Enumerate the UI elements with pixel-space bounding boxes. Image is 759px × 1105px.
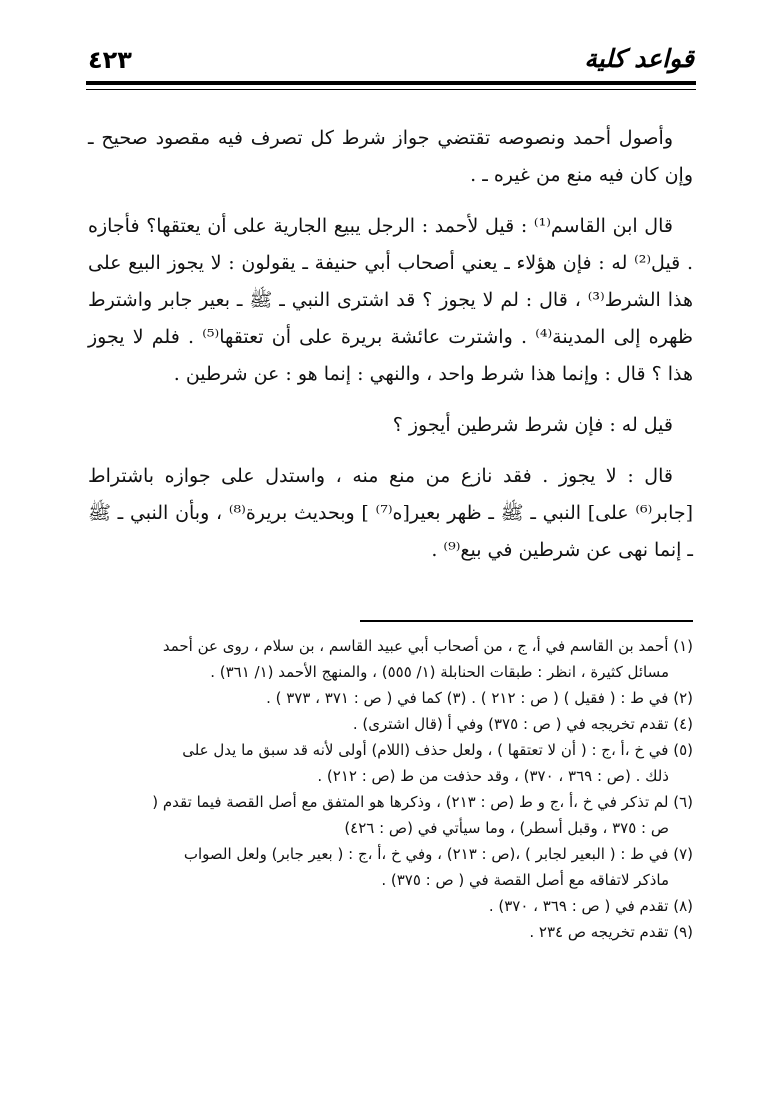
footnote-1-line-1: (١) أحمد بن القاسم في أ، ج ، من أصحاب أبي عبيد القاسم ، بن سلام ، روى عن أحمد [162,637,693,655]
footnotes [88,633,693,945]
footnote-separator [360,620,693,622]
footnote-1-line-2: مسائل كثيرة ، انظر : طبقات الحنابلة (١/ ٥٥٥) ، والمنهج الأحمد (١/ ٣٦١) . [210,663,669,681]
footnote-6-line-1: (٦) لم تذكر في خ ،أ ،ج و ط (ص : ٢١٣) ، وذكرها هو المتفق مع أصل القصة فيما تقدم ( [152,793,693,811]
footnote-2-3: (٢) في ط : ( فقيل ) ( ص : ٢١٢ ) . (٣) كما في ( ص : ٣٧١ ، ٣٧٣ ) . [266,689,693,707]
header-rule-thick [86,81,696,85]
main-text [88,120,693,569]
footnote-8: (٨) تقدم في ( ص : ٣٦٩ ، ٣٧٠) . [488,897,693,915]
footnote-4: (٤) تقدم تخريجه في ( ص : ٣٧٥) وفي أ (قال اشترى) . [352,715,693,733]
paragraph-2: قال ابن القاسم⁽¹⁾ : قيل لأحمد : الرجل يبيع الجارية على أن يعتقها؟ فأجازه . قيل⁽²⁾ له : فإن هؤلاء ـ يعني أصحاب أبي حنيفة ـ يقولون : لا يجوز البيع على هذا الشرط⁽³⁾ ، قال : لم لا يجوز ؟ قد اشترى النبي ـ ﷺ ـ بعير جابر واشترط ظهره إلى المدينة⁽⁴⁾ . واشترت عائشة بريرة على أن تعتقها⁽⁵⁾ . فلم لا يجوز هذا ؟ قال : وإنما هذا شرط واحد ، والنهي : إنما هو : عن شرطين . [88,215,694,385]
header-rule-thin [86,89,696,90]
paragraph-4: قال : لا يجوز . فقد نازع من منع منه ، واستدل على جوازه باشتراط [جابر⁽⁶⁾ على] النبي ـ ﷺ ـ ظهر بعير[ه⁽⁷⁾ ] وبحديث بريرة⁽⁸⁾ ، وبأن النبي ـ ﷺ ـ إنما نهى عن شرطين في بيع⁽⁹⁾ . [88,465,694,561]
paragraph-1: وأصول أحمد ونصوصه تقتضي جواز شرط كل تصرف فيه مقصود صحيح ـ وإن كان فيه منع من غيره ـ . [88,127,693,186]
footnote-9: (٩) تقدم تخريجه ص ٢٣٤ . [529,923,693,941]
footnote-5-line-2: ذلك . (ص : ٣٦٩ ، ٣٧٠) ، وقد حذفت من ط (ص : ٢١٢) . [317,767,669,785]
footnote-7-line-2: ماذكر لاتفاقه مع أصل القصة في ( ص : ٣٧٥) . [381,871,669,889]
footnote-7-line-1: (٧) في ط : ( البعير لجابر ) ،(ص : ٢١٣) ، وفي خ ،أ ،ج : ( بعير جابر) ولعل الصواب [183,845,693,863]
footnote-6-line-2: ص : ٣٧٥ ، وقبل أسطر) ، وما سيأتي في (ص : ٤٢٦) [344,819,669,837]
footnote-5-line-1: (٥) في خ ،أ ،ج : ( أن لا تعتقها ) ، ولعل حذف (اللام) أولى لأنه قد سبق ما يدل على [182,741,693,759]
running-title: قواعد كلية [584,44,694,73]
paragraph-3: قيل له : فإن شرط شرطين أيجوز ؟ [392,414,673,436]
page-header [88,42,694,82]
page-number: ٤٢٣ [88,46,132,74]
